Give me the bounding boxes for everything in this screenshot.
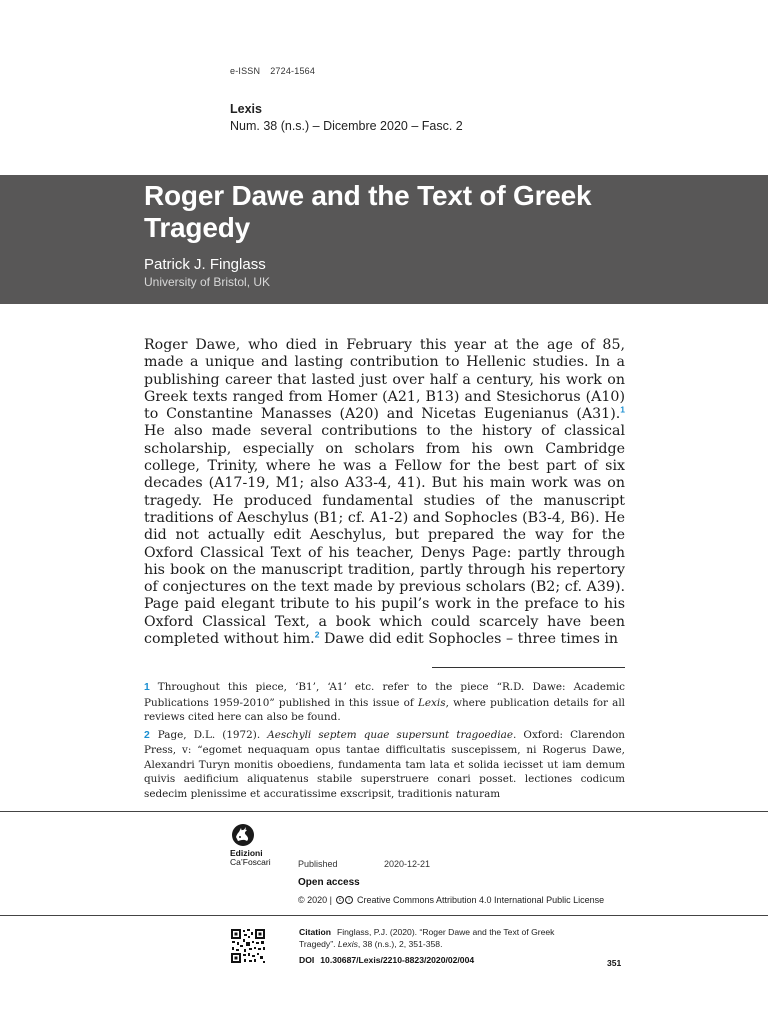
published-label: Published	[298, 859, 338, 869]
open-access-label: Open access	[298, 877, 360, 888]
issn-value: 2724-1564	[270, 66, 316, 76]
doi-link[interactable]: 10.30687/Lexis/2210-8823/2020/02/004	[320, 955, 475, 965]
journal-name: Lexis	[230, 102, 262, 116]
journal-info	[230, 102, 463, 133]
citation-journal: Lexis	[337, 938, 358, 949]
citation-text: Finglass, P.J. (2020). “Roger Dawe and the Text of Greek Tragedy”.	[299, 927, 555, 949]
footnote-1	[144, 680, 625, 725]
publisher-logo	[230, 823, 290, 867]
footnote-number: 1	[144, 682, 150, 693]
license-link[interactable]: Creative Commons Attribution 4.0 International Public License	[357, 895, 605, 905]
issn-label: e-ISSN	[230, 66, 261, 76]
footnote-text: Throughout this piece, ‘B1’, ‘A1’ etc. refer to the piece “R.D. Dawe: Academic Publications 1959-2010” published in this issue of	[144, 681, 625, 709]
publisher-name: Edizioni	[230, 848, 263, 858]
footnote-ref-1[interactable]: 1	[620, 404, 625, 415]
author-affiliation: University of Bristol, UK	[144, 275, 271, 289]
page-number: 351	[607, 958, 622, 968]
qr-code-icon[interactable]	[230, 928, 266, 964]
doi-label: DOI	[299, 955, 315, 965]
issn-line	[230, 66, 315, 76]
footnote-2	[144, 728, 625, 802]
footnote-ref-2[interactable]: 2	[314, 629, 320, 640]
citation-label: Citation	[299, 927, 331, 937]
footnote-italic: Aeschyli septem quae supersunt tragoediae.	[267, 728, 517, 741]
footnote-text: Oxford: Clarendon Press, v: “egomet nequaquam opus tantae difficultatis suscepissem, ni Rogerus Dawe, Alexandri Turyn monitis oboediens, fundamenta tam lata et solida iecisset ut iam demum quivis aedificium aliquatenus stabile superstruere conari posset. lectiones codicum sedecim plenissime et accuratissime exscripsit, traditionis naturam	[144, 728, 625, 800]
body-text-part: Dawe did edit Sophocles – three times in	[319, 631, 619, 648]
published-date: 2020-12-21	[384, 859, 431, 869]
journal-issue: Num. 38 (n.s.) – Dicembre 2020 – Fasc. 2	[230, 119, 463, 133]
body-text-part: Roger Dawe, who died in February this year at the age of 85, made a unique and lasting contribution to Hellenic studies. In a publishing career that lasted just over half a century, his work on Greek texts ranged from Homer (A21, B13) and Stesichorus (A10) to Constantine Manasses (A20) and Nicetas Eugenianus (A31).	[144, 337, 625, 423]
article-body	[144, 337, 625, 648]
footnote-number: 2	[144, 729, 150, 741]
footer-top-rule	[0, 811, 768, 812]
body-text-part: He also made several contributions to the history of classical scholarship, especially on scholars from his own Cambridge college, Trinity, where he was a Fellow for the best part of six decades (A17-19, M1; also A33-4, 41). But his main work was on tragedy. He produced fundamental studies of the manuscript traditions of Aeschylus (B1; cf. A1-2) and Sophocles (B3-4, B6). He did not actually edit Aeschylus, but prepared the way for the Oxford Classical Text of his teacher, Denys Page: partly through his book on the manuscript tradition, partly through his repertory of conjectures on the text made by previous scholars (B2; cf. A39). Page paid elegant tribute to his pupil’s work in the preface to his Oxford Classical Text, a book which could scarcely have been completed without him.	[144, 423, 625, 648]
doi-line	[299, 955, 474, 965]
author-name: Patrick J. Finglass	[144, 256, 266, 273]
footer-middle-rule	[0, 915, 768, 916]
footnote-separator	[432, 667, 625, 668]
footnotes	[144, 680, 625, 800]
license-line	[298, 895, 604, 905]
footnote-text: , where publication details for all reviews cited here can also be found.	[144, 696, 625, 723]
citation	[299, 927, 569, 950]
footnote-text: Page, D.L. (1972).	[157, 728, 268, 741]
article-title: Roger Dawe and the Text of Greek Tragedy	[144, 180, 592, 243]
citation-text: , 38 (n.s.), 2, 351-358.	[357, 938, 443, 949]
footnote-italic: Lexis	[417, 696, 446, 709]
creative-commons-icon: c i	[336, 896, 353, 904]
publisher-sub: Ca’Foscari	[230, 857, 271, 867]
lion-emblem-icon	[230, 823, 256, 847]
copyright-text: © 2020 |	[298, 895, 332, 905]
